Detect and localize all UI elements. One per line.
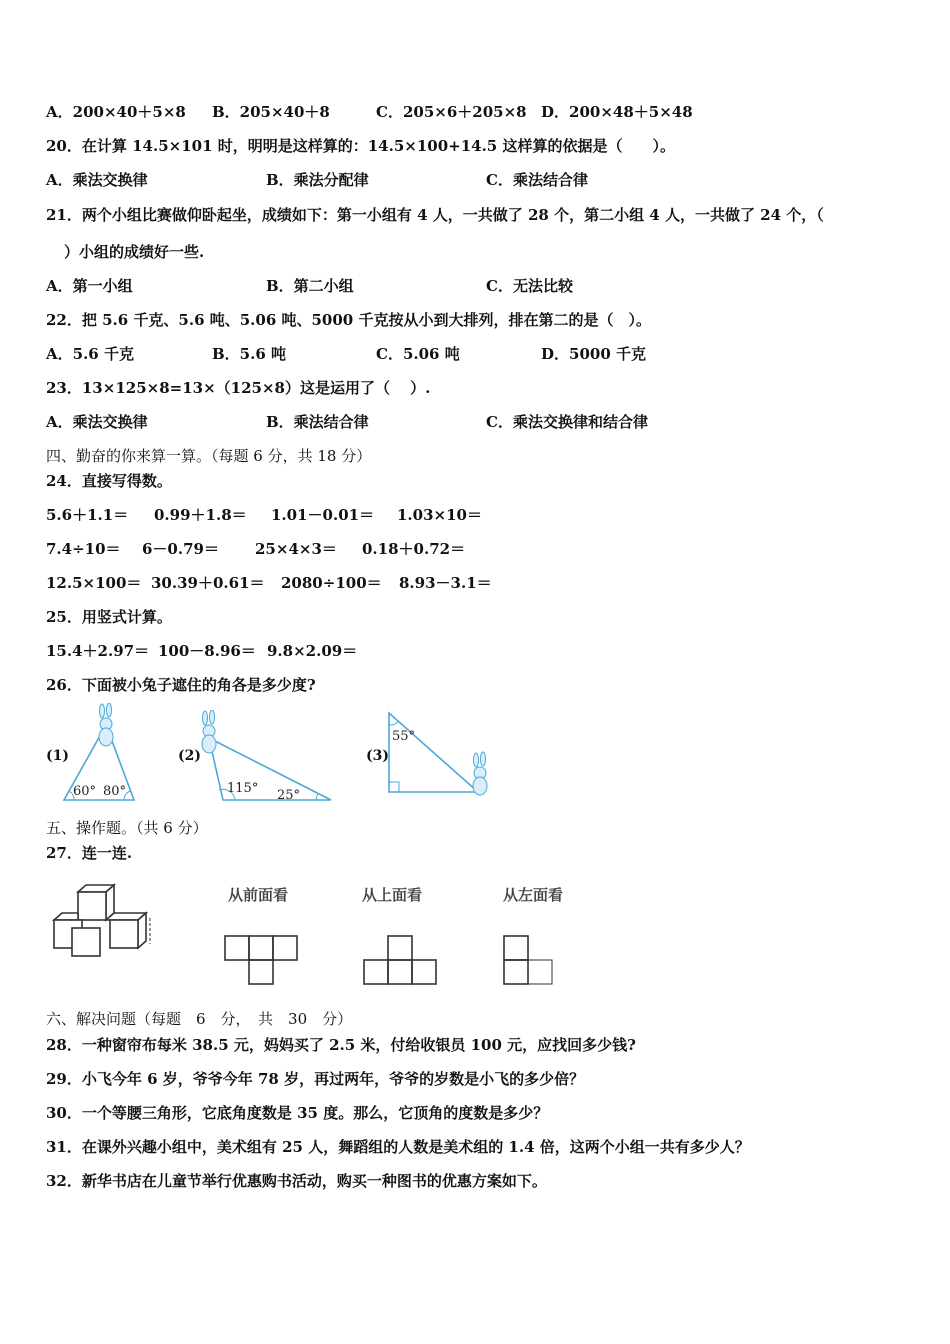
q26-stem: 26．下面被小兔子遮住的角各是多少度?	[46, 676, 316, 694]
q24-expr: 7.4÷10＝	[46, 540, 121, 558]
left-view-figure	[500, 932, 560, 990]
q24-expr: 0.99＋1.8＝	[154, 506, 247, 524]
section-5-title: 五、操作题。（共 6 分）	[46, 819, 208, 837]
q19-option-c: C．205×6＋205×8	[376, 103, 527, 121]
q24-expr: 25×4×3＝	[255, 540, 337, 558]
q21-stem-line2: ）小组的成绩好一些.	[64, 243, 205, 261]
view-label-top: 从上面看	[362, 886, 423, 904]
rabbit-icon	[473, 752, 487, 795]
q20-option-c: C．乘法结合律	[486, 171, 588, 189]
q21-stem-line1: 21．两个小组比赛做仰卧起坐，成绩如下：第一小组有 4 人，一共做了 28 个，第二小组 4 人，一共做了 24 个，（	[46, 206, 824, 224]
q20-option-a: A．乘法交换律	[46, 171, 148, 189]
q24-expr: 1.01－0.01＝	[271, 506, 375, 524]
q24-stem: 24．直接写得数。	[46, 472, 172, 490]
triangle-3-shape	[389, 713, 478, 792]
q25-expr: 9.8×2.09＝	[267, 642, 358, 660]
q22-stem: 22．把 5.6 千克、5.6 吨、5.06 吨、5000 千克按从小到大排列，排在第二的是（ ）。	[46, 311, 651, 329]
q20-stem: 20．在计算 14.5×101 时，明明是这样算的：14.5×100+14.5 这样算的依据是（ ）。	[46, 137, 675, 155]
q24-expr: 8.93－3.1＝	[399, 574, 492, 592]
q22-option-b: B．5.6 吨	[212, 345, 286, 363]
q24-expr: 2080÷100＝	[281, 574, 382, 592]
q24-expr: 6－0.79＝	[142, 540, 219, 558]
q21-option-c: C．无法比较	[486, 277, 573, 295]
rabbit-icon	[99, 703, 113, 746]
q24-expr: 12.5×100＝	[46, 574, 142, 592]
q23-option-c: C．乘法交换律和结合律	[486, 413, 648, 431]
q23-option-a: A．乘法交换律	[46, 413, 148, 431]
q28-stem: 28．一种窗帘布每米 38.5 元，妈妈买了 2.5 米，付给收银员 100 元，应找回多少钱?	[46, 1036, 636, 1054]
angle-label: 80°	[103, 784, 127, 799]
q31-stem: 31．在课外兴趣小组中，美术组有 25 人，舞蹈组的人数是美术组的 1.4 倍，这两个小组一共有多少人？	[46, 1138, 750, 1156]
q20-option-b: B．乘法分配律	[266, 171, 369, 189]
q30-stem: 30．一个等腰三角形，它底角度数是 35 度。那么，它顶角的度数是多少？	[46, 1104, 549, 1122]
q24-expr: 1.03×10＝	[397, 506, 482, 524]
view-label-left: 从左面看	[503, 886, 564, 904]
q27-stem: 27．连一连.	[46, 844, 133, 862]
q22-option-a: A．5.6 千克	[46, 345, 134, 363]
q25-expr: 15.4＋2.97＝	[46, 642, 150, 660]
q24-expr: 5.6＋1.1＝	[46, 506, 129, 524]
top-view-figure	[360, 932, 440, 990]
cube-stack-figure	[50, 882, 160, 962]
q24-expr: 30.39＋0.61＝	[151, 574, 265, 592]
q32-stem: 32．新华书店在儿童节举行优惠购书活动，购买一种图书的优惠方案如下。	[46, 1172, 547, 1190]
q19-option-d: D．200×48＋5×48	[541, 103, 693, 121]
q19-option-b: B．205×40＋8	[212, 103, 330, 121]
q19-option-a: A．200×40＋5×8	[46, 103, 186, 121]
q25-expr: 100－8.96＝	[158, 642, 256, 660]
q21-option-b: B．第二小组	[266, 277, 354, 295]
q23-stem: 23．13×125×8=13×（125×8）这是运用了（ ）.	[46, 379, 431, 397]
angle-label: 25°	[277, 788, 301, 803]
q22-option-d: D．5000 千克	[541, 345, 646, 363]
section-4-title: 四、勤奋的你来算一算。（每题 6 分，共 18 分）	[46, 447, 372, 465]
q21-option-a: A．第一小组	[46, 277, 133, 295]
triangle-figure-1	[60, 703, 140, 803]
triangle-figure-2	[195, 710, 335, 805]
q24-expr: 0.18＋0.72＝	[362, 540, 466, 558]
figure-label-3: (3)	[366, 748, 389, 764]
view-label-front: 从前面看	[228, 886, 289, 904]
triangle-figure-3	[384, 708, 494, 806]
angle-label: 60°	[73, 784, 97, 799]
q22-option-c: C．5.06 吨	[376, 345, 460, 363]
angle-label: 115°	[227, 781, 259, 796]
figure-label-1: (1)	[46, 748, 69, 764]
angle-label: 55°	[392, 729, 416, 744]
figure-label-2: (2)	[178, 748, 201, 764]
q23-option-b: B．乘法结合律	[266, 413, 369, 431]
section-6-title: 六、解决问题（每题 6 分， 共 30 分）	[46, 1010, 353, 1028]
q29-stem: 29．小飞今年 6 岁，爷爷今年 78 岁，再过两年，爷爷的岁数是小飞的多少倍？	[46, 1070, 585, 1088]
q25-stem: 25．用竖式计算。	[46, 608, 172, 626]
rabbit-icon	[202, 710, 216, 753]
front-view-figure	[222, 932, 302, 990]
